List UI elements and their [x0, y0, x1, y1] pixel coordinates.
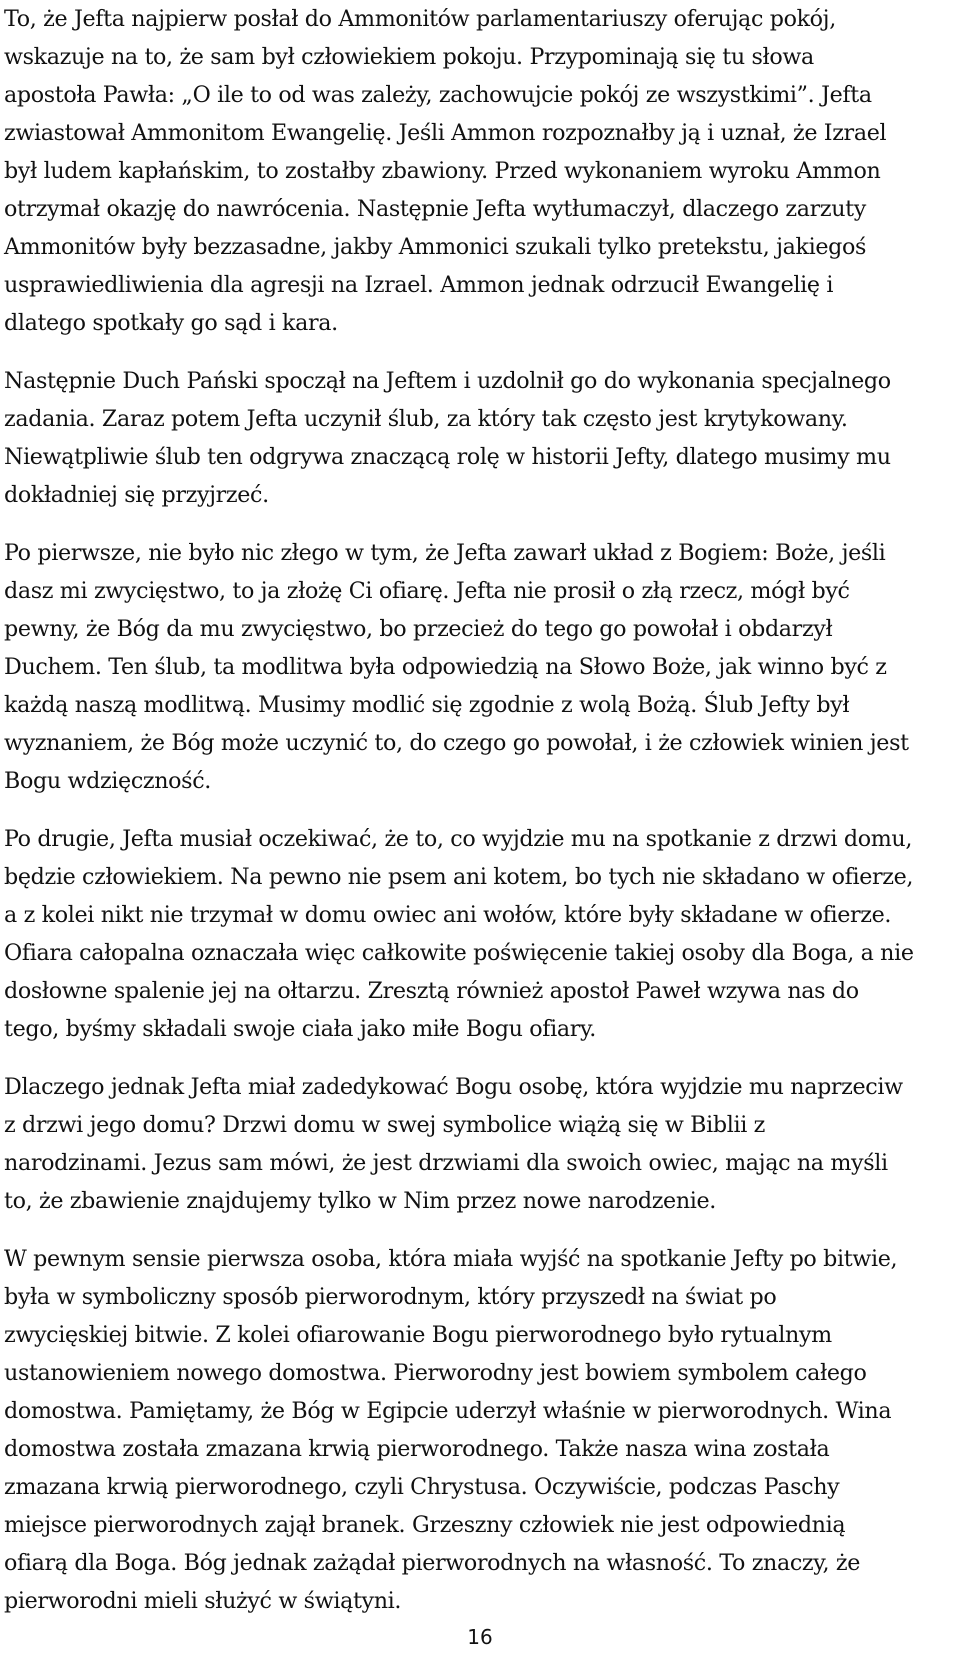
text-line: pewny, że Bóg da mu zwycięstwo, bo przecież do tego go powołał i obdarzył — [4, 616, 833, 642]
text-line: Dlaczego jednak Jefta miał zadedykować Bogu osobę, która wyjdzie mu naprzeciw — [4, 1074, 903, 1100]
text-line: narodzinami. Jezus sam mówi, że jest drzwiami dla swoich owiec, mając na myśli — [4, 1150, 888, 1176]
paragraph-4 — [4, 820, 956, 1048]
paragraph-6 — [4, 1240, 956, 1620]
text-line: a z kolei nikt nie trzymał w domu owiec ani wołów, które były składane w ofierze. — [4, 902, 892, 928]
text-line: Następnie Duch Pański spoczął na Jeftem i uzdolnił go do wykonania specjalnego — [4, 368, 891, 394]
text-line: tego, byśmy składali swoje ciała jako miłe Bogu ofiary. — [4, 1016, 596, 1042]
text-line: zmazana krwią pierworodnego, czyli Chrystusa. Oczywiście, podczas Paschy — [4, 1474, 840, 1500]
text-line: miejsce pierworodnych zajął branek. Grzeszny człowiek nie jest odpowiednią — [4, 1512, 846, 1538]
text-line: to, że zbawienie znajdujemy tylko w Nim przez nowe narodzenie. — [4, 1188, 716, 1214]
text-line: dokładniej się przyjrzeć. — [4, 482, 269, 508]
text-line: Niewątpliwie ślub ten odgrywa znaczącą rolę w historii Jefty, dlatego musimy mu — [4, 444, 891, 470]
text-line: dosłowne spalenie jej na ołtarzu. Zresztą również apostoł Paweł wzywa nas do — [4, 978, 859, 1004]
paragraph-2 — [4, 362, 956, 514]
text-line: z drzwi jego domu? Drzwi domu w swej symbolice wiążą się w Biblii z — [4, 1112, 766, 1138]
paragraph-3 — [4, 534, 956, 800]
text-line: domostwa. Pamiętamy, że Bóg w Egipcie uderzył właśnie w pierworodnych. Wina — [4, 1398, 892, 1424]
text-line: Ofiara całopalna oznaczała więc całkowite poświęcenie takiej osoby dla Boga, a nie — [4, 940, 914, 966]
text-line: otrzymał okazję do nawrócenia. Następnie Jefta wytłumaczył, dlaczego zarzuty — [4, 196, 866, 222]
text-line: Duchem. Ten ślub, ta modlitwa była odpowiedzią na Słowo Boże, jak winno być z — [4, 654, 887, 680]
text-line: wyznaniem, że Bóg może uczynić to, do czego go powołał, i że człowiek winien jest — [4, 730, 909, 756]
text-line: usprawiedliwienia dla agresji na Izrael. Ammon jednak odrzucił Ewangelię i — [4, 272, 834, 298]
text-line: Po pierwsze, nie było nic złego w tym, że Jefta zawarł układ z Bogiem: Boże, jeśli — [4, 540, 886, 566]
text-line: pierworodni mieli służyć w świątyni. — [4, 1588, 402, 1614]
text-line: zwycięskiej bitwie. Z kolei ofiarowanie Bogu pierworodnego było rytualnym — [4, 1322, 832, 1348]
text-line: Ammonitów były bezzasadne, jakby Ammonici szukali tylko pretekstu, jakiegoś — [4, 234, 867, 260]
text-line: dlatego spotkały go sąd i kara. — [4, 310, 338, 336]
text-line: dasz mi zwycięstwo, to ja złożę Ci ofiarę. Jefta nie prosił o złą rzecz, mógł być — [4, 578, 850, 604]
text-line: Bogu wdzięczność. — [4, 768, 211, 794]
text-line: To, że Jefta najpierw posłał do Ammonitów parlamentariuszy oferując pokój, — [4, 6, 836, 32]
paragraph-5 — [4, 1068, 956, 1220]
text-line: ustanowieniem nowego domostwa. Pierworodny jest bowiem symbolem całego — [4, 1360, 867, 1386]
document-body — [4, 0, 956, 1640]
text-line: domostwa została zmazana krwią pierworodnego. Także nasza wina została — [4, 1436, 830, 1462]
page-number: 16 — [467, 1625, 493, 1649]
text-line: każdą naszą modlitwą. Musimy modlić się zgodnie z wolą Bożą. Ślub Jefty był — [4, 692, 850, 718]
paragraph-1 — [4, 0, 956, 342]
text-line: zwiastował Ammonitom Ewangelię. Jeśli Ammon rozpoznałby ją i uznał, że Izrael — [4, 120, 887, 146]
text-line: zadania. Zaraz potem Jefta uczynił ślub, za który tak często jest krytykowany. — [4, 406, 848, 432]
text-line: Po drugie, Jefta musiał oczekiwać, że to, co wyjdzie mu na spotkanie z drzwi domu, — [4, 826, 913, 852]
text-line: wskazuje na to, że sam był człowiekiem pokoju. Przypominają się tu słowa — [4, 44, 814, 70]
text-line: był ludem kapłańskim, to zostałby zbawiony. Przed wykonaniem wyroku Ammon — [4, 158, 881, 184]
text-line: będzie człowiekiem. Na pewno nie psem ani kotem, bo tych nie składano w ofierze, — [4, 864, 914, 890]
text-line: W pewnym sensie pierwsza osoba, która miała wyjść na spotkanie Jefty po bitwie, — [4, 1246, 898, 1272]
text-line: była w symboliczny sposób pierworodnym, który przyszedł na świat po — [4, 1284, 777, 1310]
text-line: ofiarą dla Boga. Bóg jednak zażądał pierworodnych na własność. To znaczy, że — [4, 1550, 861, 1576]
text-line: apostoła Pawła: „O ile to od was zależy, zachowujcie pokój ze wszystkimi”. Jefta — [4, 82, 872, 108]
